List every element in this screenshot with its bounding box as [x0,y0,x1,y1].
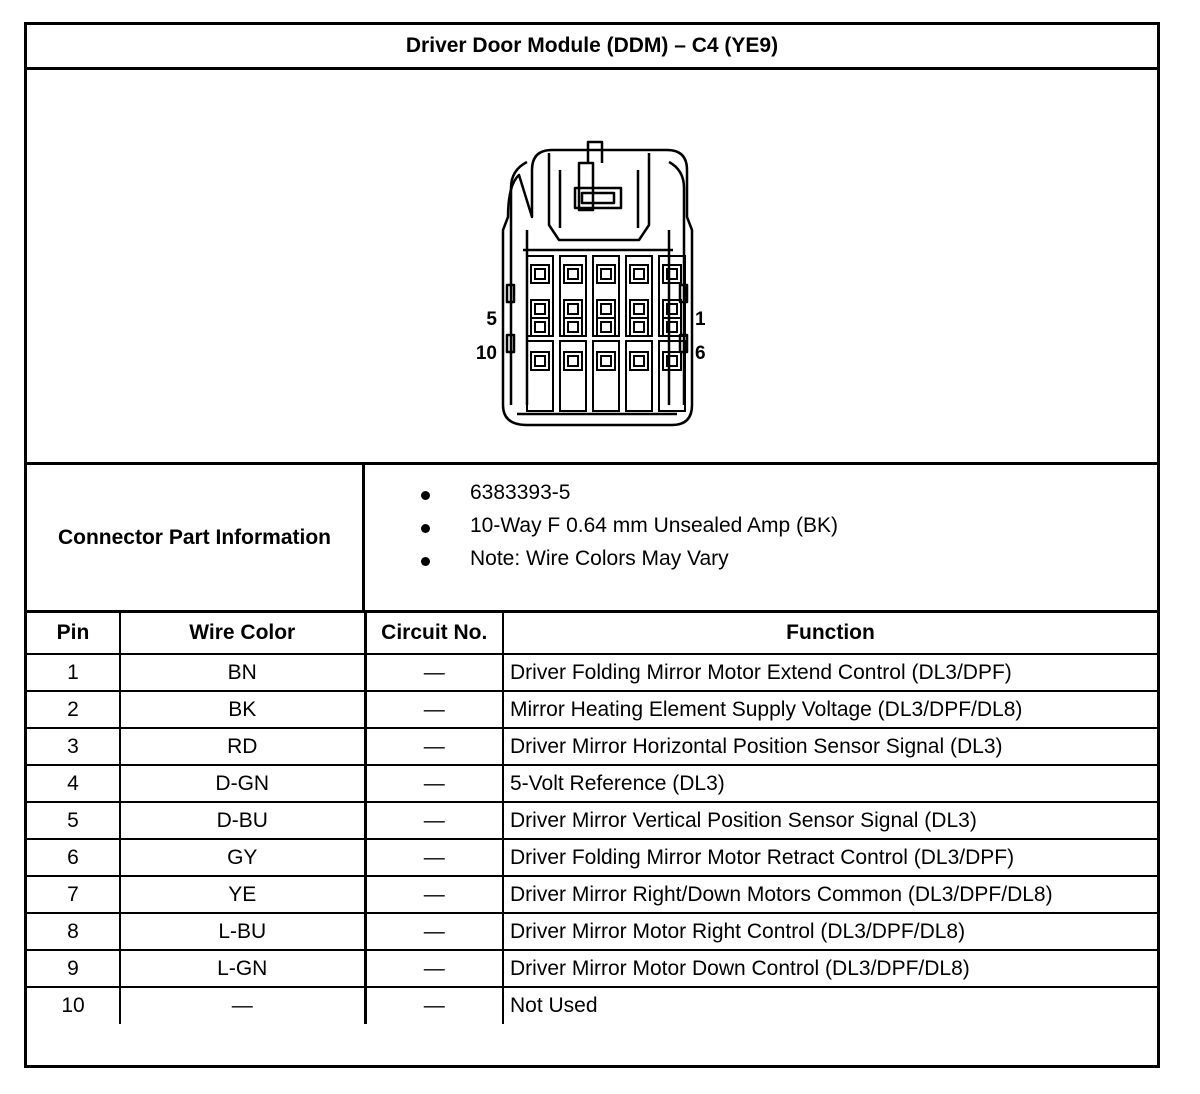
wire-color-cell: BK [120,691,365,728]
header-function: Function [503,613,1157,654]
pin-label-1: 1 [695,309,706,330]
connector-diagram-area [27,70,1157,465]
circuit-cell: — [365,913,503,950]
function-cell: Driver Mirror Vertical Position Sensor Signal (DL3) [503,802,1157,839]
pin-label-5: 5 [486,309,497,330]
wire-color-cell: — [120,987,365,1024]
part-info-list: 6383393-5 10-Way F 0.64 mm Unsealed Amp (BK) Note: Wire Colors May Vary [365,465,1157,610]
pin-cell: 10 [27,987,120,1024]
circuit-cell: — [365,654,503,691]
function-cell: Driver Mirror Right/Down Motors Common (DL3/DPF/DL8) [503,876,1157,913]
circuit-cell: — [365,950,503,987]
connector-sheet [24,22,1160,1068]
circuit-cell: — [365,987,503,1024]
circuit-cell: — [365,691,503,728]
connector-face-diagram [27,70,1157,462]
pin-cell: 5 [27,802,120,839]
wire-color-cell: GY [120,839,365,876]
pin-cell: 4 [27,765,120,802]
table-row [27,913,1157,950]
table-header-row [27,613,1157,654]
header-circuit-no: Circuit No. [365,613,503,654]
circuit-cell: — [365,765,503,802]
connector-part-information [27,465,1157,613]
terminal-cavity [593,318,619,411]
function-cell: Driver Mirror Horizontal Position Sensor Signal (DL3) [503,728,1157,765]
bullet-icon [421,524,430,533]
page-title: Driver Door Module (DDM) – C4 (YE9) [27,25,1157,70]
pin-cell: 3 [27,728,120,765]
wire-color-cell: L-GN [120,950,365,987]
bullet-icon [421,557,430,566]
function-cell: Driver Mirror Motor Down Control (DL3/DPF/DL8) [503,950,1157,987]
function-cell: Mirror Heating Element Supply Voltage (DL3/DPF/DL8) [503,691,1157,728]
table-row [27,802,1157,839]
pin-label-10: 10 [475,343,497,364]
terminal-cavity [527,318,553,411]
header-pin: Pin [27,613,120,654]
pin-cell: 8 [27,913,120,950]
table-row [27,691,1157,728]
pin-cell: 9 [27,950,120,987]
table-row [27,765,1157,802]
circuit-cell: — [365,728,503,765]
pin-table [27,613,1157,1024]
function-cell: Driver Folding Mirror Motor Retract Control (DL3/DPF) [503,839,1157,876]
header-wire-color: Wire Color [120,613,365,654]
table-row [27,950,1157,987]
wire-color-cell: L-BU [120,913,365,950]
terminal-cavity [659,318,685,411]
circuit-cell: — [365,876,503,913]
table-row [27,654,1157,691]
wire-color-cell: D-GN [120,765,365,802]
wire-color-cell: YE [120,876,365,913]
pin-label-6: 6 [695,343,706,364]
circuit-cell: — [365,802,503,839]
function-cell: 5-Volt Reference (DL3) [503,765,1157,802]
terminal-cavity [560,318,586,411]
function-cell: Driver Folding Mirror Motor Extend Control (DL3/DPF) [503,654,1157,691]
wire-color-cell: BN [120,654,365,691]
wire-color-cell: D-BU [120,802,365,839]
part-info-label: Connector Part Information [27,465,365,610]
table-row [27,876,1157,913]
pin-cell: 7 [27,876,120,913]
wire-color-cell: RD [120,728,365,765]
function-cell: Not Used [503,987,1157,1024]
table-row [27,728,1157,765]
circuit-cell: — [365,839,503,876]
function-cell: Driver Mirror Motor Right Control (DL3/DPF/DL8) [503,913,1157,950]
pin-cell: 2 [27,691,120,728]
table-row [27,839,1157,876]
pin-cell: 6 [27,839,120,876]
terminal-cavity [626,318,652,411]
pin-cell: 1 [27,654,120,691]
bullet-icon [421,491,430,500]
table-row [27,987,1157,1024]
